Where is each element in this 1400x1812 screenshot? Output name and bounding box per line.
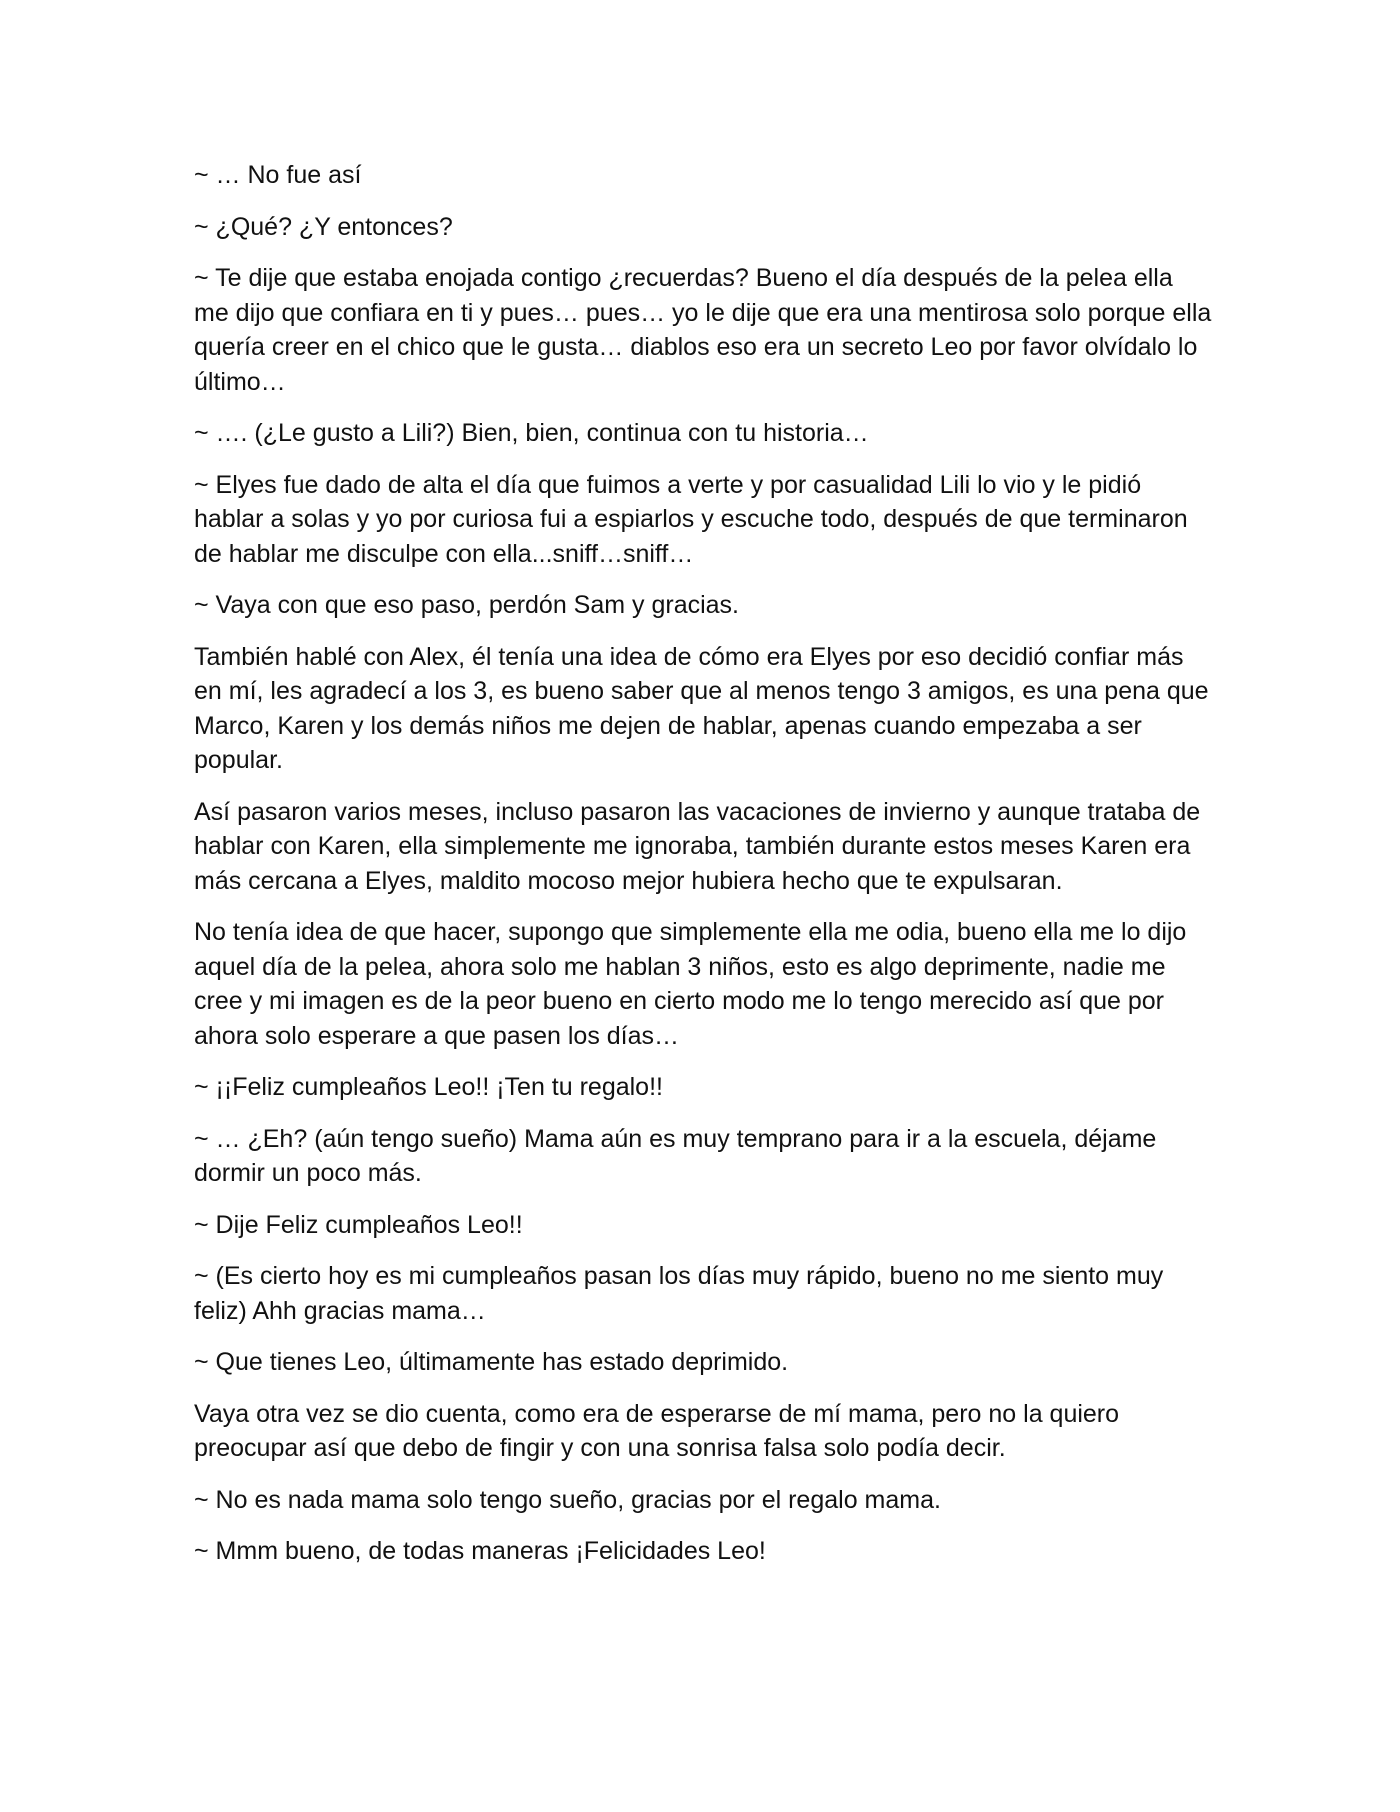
narrative-paragraph: Vaya otra vez se dio cuenta, como era de esperarse de mí mama, pero no la quiero preocupar así que debo de fingir y con una sonrisa falsa solo podía decir. [194,1399,1120,1462]
dialogue-line: ~ … No fue así [194,161,362,189]
dialogue-line: ~ Mmm bueno, de todas maneras ¡Felicidades Leo! [194,1537,766,1565]
narrative-paragraph: Así pasaron varios meses, incluso pasaron las vacaciones de invierno y aunque trataba de hablar con Karen, ella simplemente me ignoraba, también durante estos meses Karen era más cercana a Elyes, maldito mocoso mejor hubiera hecho que te expulsaran. [194,797,1201,895]
dialogue-line: ~ (Es cierto hoy es mi cumpleaños pasan los días muy rápido, bueno no me siento muy feliz) Ahh gracias mama… [194,1262,1164,1325]
document-body [194,158,1214,1586]
dialogue-line: ~ ¿Qué? ¿Y entonces? [194,212,453,241]
dialogue-line: ~ Que tienes Leo, últimamente has estado deprimido. [194,1348,789,1376]
dialogue-line: ~ Te dije que estaba enojada contigo ¿recuerdas? Bueno el día después de la pelea ella me dijo que confiara en ti y pues… pues… yo le dije que era una mentirosa solo porque ella quería creer en el chico que le gusta… diablos eso era un secreto Leo por favor olvídalo lo último… [194,264,1212,396]
dialogue-line: ~ … ¿Eh? (aún tengo sueño) Mama aún es muy temprano para ir a la escuela, déjame dormir un poco más. [194,1124,1157,1187]
dialogue-line: ~ Elyes fue dado de alta el día que fuimos a verte y por casualidad Lili lo vio y le pidió hablar a solas y yo por curiosa fui a espiarlos y escuche todo, después de que terminaron de hablar me disculpe con ella...sniff…sniff… [194,470,1188,568]
narrative-paragraph: También hablé con Alex, él tenía una idea de cómo era Elyes por eso decidió confiar más en mí, les agradecí a los 3, es bueno saber que al menos tengo 3 amigos, es una pena que Marco, Karen y los demás niños me dejen de hablar, apenas cuando empezaba a ser popular. [194,642,1209,774]
dialogue-line: ~ Vaya con que eso paso, perdón Sam y gracias. [194,591,740,619]
dialogue-line: ~ No es nada mama solo tengo sueño, gracias por el regalo mama. [194,1485,941,1514]
dialogue-line: ~ …. (¿Le gusto a Lili?) Bien, bien, continua con tu historia… [194,419,869,447]
dialogue-line: ~ ¡¡Feliz cumpleaños Leo!! ¡Ten tu regalo!! [194,1073,663,1101]
narrative-paragraph: No tenía idea de que hacer, supongo que simplemente ella me odia, bueno ella me lo dijo aquel día de la pelea, ahora solo me hablan 3 niños, esto es algo deprimente, nadie me cree y mi imagen es de la peor bueno en cierto modo me lo tengo merecido así que por ahora solo esperare a que pasen los días… [194,918,1187,1050]
dialogue-line: ~ Dije Feliz cumpleaños Leo!! [194,1210,523,1239]
